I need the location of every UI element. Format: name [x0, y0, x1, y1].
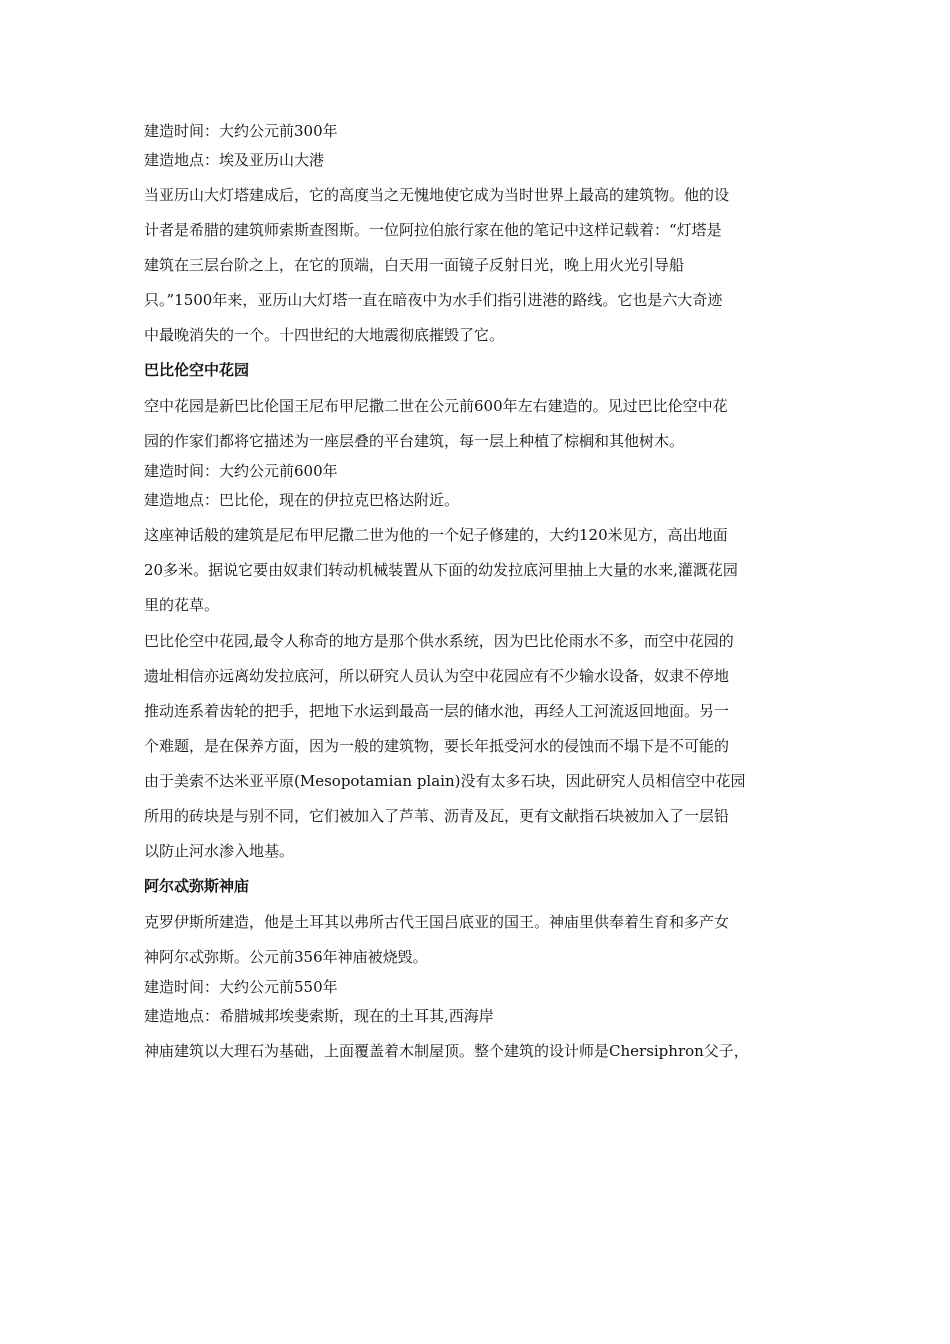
gardens-description-1 [144, 518, 819, 623]
text-line: 建筑在三层台阶之上，在它的顶端，白天用一面镜子反射日光，晚上用火光引导船 [144, 256, 685, 274]
text-line: 神庙建筑以大理石为基础，上面覆盖着木制屋顶。整个建筑的设计师是Chersiphron父子， [144, 1042, 749, 1060]
pharos-description [144, 178, 819, 353]
text-line: 只。”1500年来，亚历山大灯塔一直在暗夜中为水手们指引进港的路线。它也是六大奇迹 [144, 291, 723, 309]
artemis-build-place: 建造地点：希腊城邦埃斐索斯，现在的土耳其,西海岸 [144, 1007, 494, 1025]
artemis-build-time: 建造时间：大约公元前550年 [144, 978, 338, 996]
text-line: 神阿尔忒弥斯。公元前356年神庙被烧毁。 [144, 948, 428, 966]
document-page [144, 120, 819, 1070]
artemis-description [144, 1034, 819, 1069]
artemis-heading: 阿尔忒弥斯神庙 [144, 877, 250, 895]
text-line: 由于美索不达米亚平原(Mesopotamian plain)没有太多石块，因此研究人员相信空中花园 [144, 772, 746, 790]
text-line: 所用的砖块是与别不同，它们被加入了芦苇、沥青及瓦，更有文献指石块被加入了一层铅 [144, 807, 730, 825]
text-line: 中最晚消失的一个。十四世纪的大地震彻底摧毁了它。 [144, 326, 505, 344]
gardens-build-time: 建造时间：大约公元前600年 [144, 462, 338, 480]
text-line: 个难题，是在保养方面，因为一般的建筑物，要长年抵受河水的侵蚀而不塌下是不可能的 [144, 737, 730, 755]
text-line: 里的花草。 [144, 596, 220, 614]
text-line: 这座神话般的建筑是尼布甲尼撒二世为他的一个妃子修建的，大约120米见方，高出地面 [144, 526, 728, 544]
text-line: 空中花园是新巴比伦国王尼布甲尼撒二世在公元前600年左右建造的。见过巴比伦空中花 [144, 397, 728, 415]
text-line: 遗址相信亦远离幼发拉底河，所以研究人员认为空中花园应有不少输水设备，奴隶不停地 [144, 667, 730, 685]
artemis-intro [144, 905, 819, 975]
pharos-build-time: 建造时间：大约公元前300年 [144, 122, 338, 140]
gardens-description-2 [144, 624, 819, 869]
gardens-build-place: 建造地点：巴比伦，现在的伊拉克巴格达附近。 [144, 491, 460, 509]
text-line: 园的作家们都将它描述为一座层叠的平台建筑，每一层上种植了棕榈和其他树木。 [144, 432, 685, 450]
text-line: 巴比伦空中花园,最令人称奇的地方是那个供水系统，因为巴比伦雨水不多，而空中花园的 [144, 632, 734, 650]
gardens-intro [144, 389, 819, 459]
text-line: 克罗伊斯所建造，他是土耳其以弗所古代王国吕底亚的国王。神庙里供奉着生育和多产女 [144, 913, 730, 931]
text-line: 以防止河水渗入地基。 [144, 842, 295, 860]
text-line: 20多米。据说它要由奴隶们转动机械装置从下面的幼发拉底河里抽上大量的水来,灌溉花园 [144, 561, 738, 579]
gardens-heading: 巴比伦空中花园 [144, 361, 250, 379]
text-line: 推动连系着齿轮的把手，把地下水运到最高一层的储水池，再经人工河流返回地面。另一 [144, 702, 730, 720]
pharos-build-place: 建造地点：埃及亚历山大港 [144, 151, 325, 169]
text-line: 计者是希腊的建筑师索斯查图斯。一位阿拉伯旅行家在他的笔记中这样记载着：“灯塔是 [144, 221, 722, 239]
text-line: 当亚历山大灯塔建成后，它的高度当之无愧地使它成为当时世界上最高的建筑物。他的设 [144, 186, 730, 204]
